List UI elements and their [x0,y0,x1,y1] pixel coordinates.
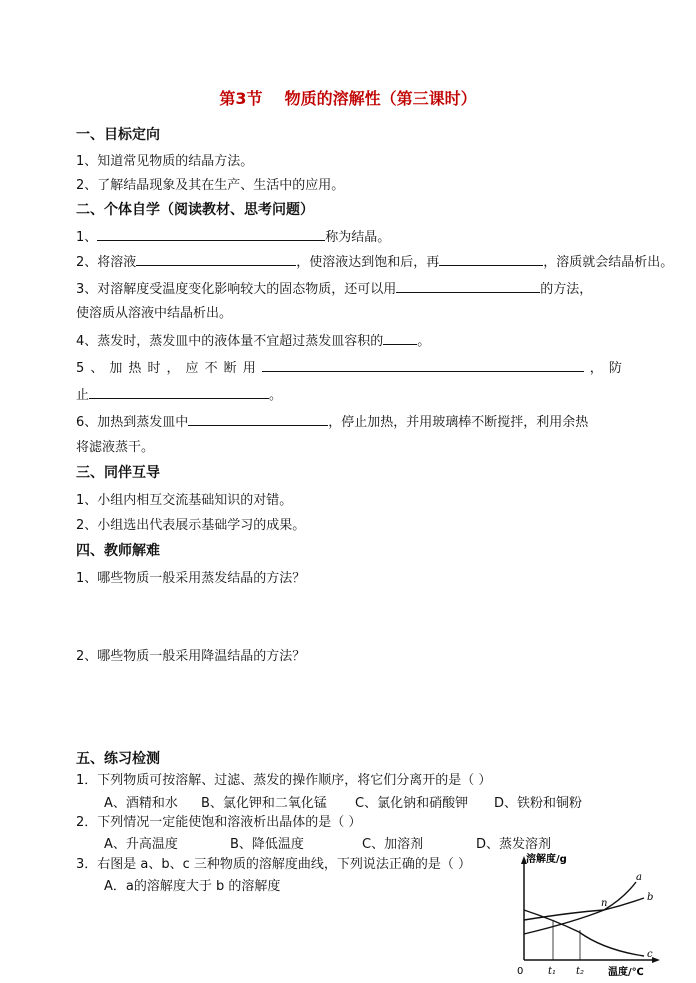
q-char: 不 [204,361,218,376]
x-axis-label: 温度/℃ [608,967,644,978]
sec1-item: 1、知道常见物质的结晶方法。 [76,154,254,169]
section-title: 物质的溶解性（第三课时） [284,89,477,108]
q-char: ， [166,361,180,376]
option-b[interactable]: B、氯化钾和二氧化锰 [201,796,327,811]
question-5 [76,357,622,376]
question-3-cont: 使溶质从溶液中结晶析出。 [76,306,233,321]
q-text: 称为结晶。 [325,230,391,245]
q-char: 断 [223,361,237,376]
exercise-1: 1．下列物质可按溶解、过滤、蒸发的操作顺序，将它们分离开的是（ ） [76,773,492,788]
sec4-question: 2、哪些物质一般采用降温结晶的方法？ [76,649,306,664]
x-tick-label: 0 [517,966,524,977]
sec3-item: 2、小组选出代表展示基础学习的成果。 [76,518,306,533]
q-text: 1、 [76,230,98,245]
series-label-a: a [636,872,642,883]
sec5-heading: 五、练习检测 [76,751,160,767]
q-char: 、 [90,361,104,376]
option-a[interactable]: A、酒精和水 [104,796,178,811]
q-char: 时 [147,361,161,376]
exercise-2: 2．下列情况一定能使饱和溶液析出晶体的是（ ） [76,815,362,830]
curve-a [524,882,636,934]
question-6 [76,411,588,430]
option-b[interactable]: B、降低温度 [230,837,304,852]
fill-blank[interactable] [262,359,584,372]
q-char: 加 [109,361,123,376]
q-text: 6、加热到蒸发皿中 [76,415,189,430]
question-1 [76,226,390,245]
sec4-heading: 四、教师解难 [76,543,160,559]
question-4 [76,330,430,349]
exercise-3: 3．右图是 a、b、c 三种物质的溶解度曲线，下列说法正确的是（ ） [76,857,472,872]
option-c[interactable]: C、氯化钠和硝酸钾 [355,796,469,811]
q-char: 应 [185,361,199,376]
x-tick-label: t₂ [576,966,585,977]
question-2 [76,251,673,270]
question-6-cont: 将滤液蒸干。 [76,440,155,455]
question-5-cont [76,384,282,403]
section-number: 第3节 [219,89,263,108]
sec4-question: 1、哪些物质一般采用蒸发结晶的方法？ [76,571,306,586]
fill-blank[interactable] [89,386,269,399]
x-axis-arrow [652,957,660,963]
y-axis-label: 溶解度/g [526,854,567,865]
sec3-item: 1、小组内相互交流基础知识的对错。 [76,493,293,508]
option-a[interactable]: A．a的溶解度大于 b 的溶解度 [104,879,281,894]
q-text: 3、对溶解度受温度变化影响较大的固态物质，还可以用 [76,282,397,297]
q-text: ，使溶液达到饱和后，再 [296,255,440,270]
x-tick-label: t₁ [548,966,557,977]
fill-blank[interactable] [188,413,328,426]
fill-blank[interactable] [97,228,325,241]
fill-blank[interactable] [396,280,540,293]
q-char: 用 [242,361,256,376]
q-char: 5 [76,361,85,376]
option-c[interactable]: C、加溶剂 [362,837,424,852]
fill-blank[interactable] [136,253,296,266]
series-label-c: c [647,949,653,960]
q-char: 防 [608,361,622,376]
series-label-b: b [647,892,654,903]
q-text: 2、将溶液 [76,255,137,270]
q-char: 热 [128,361,142,376]
option-d[interactable]: D、铁粉和铜粉 [494,796,583,811]
sec2-heading: 二、个体自学（阅读教材、思考问题） [76,202,314,218]
solubility-chart [504,850,664,978]
option-a[interactable]: A、升高温度 [104,837,178,852]
sec1-item: 2、了解结晶现象及其在生产、生活中的应用。 [76,178,345,193]
q-text: 。 [269,388,283,403]
q-text: 止 [76,388,90,403]
fill-blank[interactable] [383,332,417,345]
fill-blank[interactable] [439,253,543,266]
q-text: ，停止加热，并用玻璃棒不断搅拌，利用余热 [328,415,589,430]
question-3 [76,278,592,297]
sec1-heading: 一、目标定向 [76,127,160,143]
q-text: 的方法， [540,282,593,297]
page-title [0,86,696,109]
q-text: 4、蒸发时，蒸发皿中的液体量不宜超过蒸发皿容积的 [76,334,384,349]
q-char: ， [589,361,603,376]
option-d[interactable]: D、蒸发溶剂 [476,837,552,852]
intersection-label: n [601,898,608,909]
sec3-heading: 三、同伴互导 [76,465,160,481]
q-text: 。 [417,334,431,349]
q-text: ，溶质就会结晶析出。 [543,255,674,270]
